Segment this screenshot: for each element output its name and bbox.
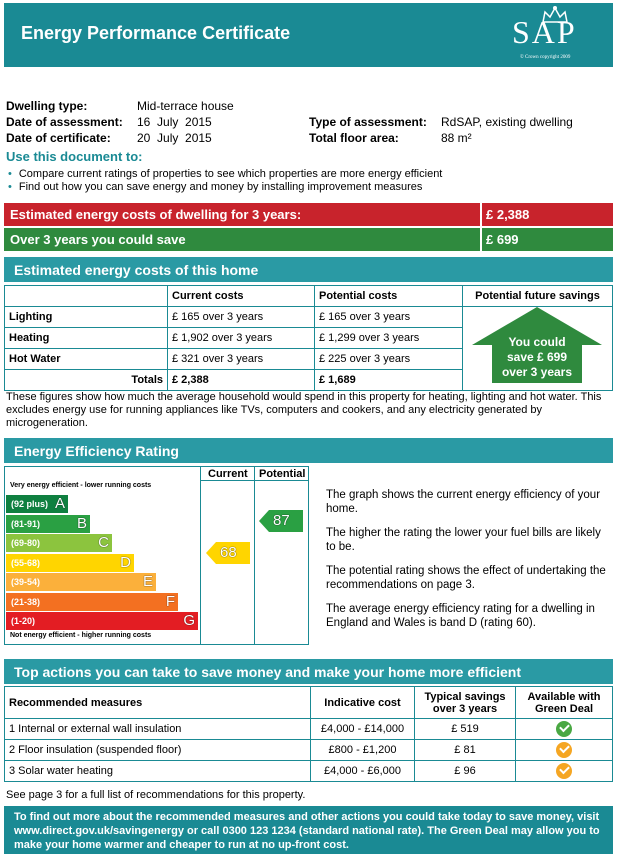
- band-letter: A: [54, 495, 65, 512]
- floor-area-label: Total floor area:: [309, 131, 399, 145]
- assessment-type-value: RdSAP, existing dwelling: [441, 115, 573, 129]
- row-name: Hot Water: [5, 349, 168, 370]
- rating-band-a: [6, 495, 68, 513]
- footer-line: make your home warmer and cheaper to run at no up-front cost.: [14, 839, 349, 851]
- footer-banner: [4, 806, 613, 854]
- table-row: [5, 719, 613, 740]
- green-deal-cell: [516, 761, 613, 782]
- rating-desc-para: The average energy efficiency rating for a dwelling in England and Wales is band D (rating 60).: [326, 603, 595, 629]
- table-header: Current costs: [168, 286, 315, 307]
- indicative-cost: £4,000 - £14,000: [311, 719, 415, 740]
- copyright: © Crown copyright 2009: [520, 55, 571, 60]
- potential-column-label: Potential: [259, 468, 306, 480]
- top-efficiency-text: Very energy efficient - lower running costs: [10, 482, 152, 489]
- band-letter: F: [165, 592, 175, 610]
- typical-saving: £ 81: [415, 740, 516, 761]
- band-range: (39-54): [11, 577, 41, 587]
- band-letter: B: [76, 514, 87, 532]
- actions-section-header: [4, 659, 613, 684]
- estimated-cost-value: £ 2,388: [486, 207, 530, 222]
- current-rating-value: 68: [220, 544, 237, 561]
- indicative-cost: £4,000 - £6,000: [311, 761, 415, 782]
- divider: [200, 466, 201, 645]
- potential-rating-value: 87: [273, 512, 290, 529]
- actions-section-title: Top actions you can take to save money and make your home more efficient: [14, 664, 521, 680]
- green-deal-cell: [516, 740, 613, 761]
- band-range: (92 plus): [11, 499, 49, 509]
- savings-arrow-line: save £ 699: [506, 350, 568, 364]
- potential-cost: £ 225 over 3 years: [315, 349, 463, 370]
- measure: 2 Floor insulation (suspended floor): [5, 740, 311, 761]
- total-current: £ 2,388: [168, 370, 315, 391]
- use-document-item: • Compare current ratings of properties to see which properties are more energy efficient: [8, 168, 442, 180]
- green-deal-cell: [516, 719, 613, 740]
- savings-bar: [4, 228, 613, 251]
- band-range: (21-38): [11, 596, 41, 607]
- assessment-date-label: Date of assessment:: [6, 115, 123, 129]
- divider: [200, 480, 309, 481]
- band-range: (55-68): [11, 557, 41, 568]
- certificate-date-label: Date of certificate:: [6, 131, 111, 145]
- total-potential: £ 1,689: [315, 370, 463, 391]
- use-document-title: Use this document to:: [6, 149, 143, 164]
- current-cost: £ 321 over 3 years: [168, 349, 315, 370]
- table-row: [5, 740, 613, 761]
- table-header: Recommended measures: [5, 687, 311, 719]
- rating-band-b: [6, 515, 90, 533]
- assessment-type-label: Type of assessment:: [309, 115, 427, 129]
- rating-band-c: [6, 534, 112, 552]
- rating-section-title: Energy Efficiency Rating: [14, 443, 179, 459]
- band-letter: C: [98, 534, 109, 551]
- rating-band-e: [6, 573, 156, 591]
- savings-label: Over 3 years you could save: [10, 232, 186, 247]
- savings-value: £ 699: [486, 232, 519, 247]
- footer-line: To find out more about the recommended measures and other actions you could take today to save money, visit: [14, 811, 600, 823]
- band-letter: E: [142, 573, 153, 590]
- costs-section-header: [4, 257, 613, 282]
- row-name: Lighting: [5, 307, 168, 328]
- check-icon: [556, 742, 572, 758]
- use-document-item: • Find out how you can save energy and money by installing improvement measures: [8, 181, 422, 193]
- table-header: Potential costs: [315, 286, 463, 307]
- check-icon: [556, 763, 572, 779]
- band-range: (81-91): [11, 518, 41, 529]
- current-cost: £ 1,902 over 3 years: [168, 328, 315, 349]
- potential-cost: £ 165 over 3 years: [315, 307, 463, 328]
- table-header-row: [5, 687, 613, 719]
- totals-label: Totals: [5, 370, 168, 391]
- savings-arrow-line: You could: [508, 335, 566, 349]
- floor-area-value: 88 m²: [441, 131, 472, 145]
- row-name: Heating: [5, 328, 168, 349]
- table-header: Typical savings over 3 years: [415, 687, 516, 719]
- band-letter: D: [120, 553, 131, 571]
- savings-arrow-line: over 3 years: [501, 365, 573, 379]
- rating-desc-para: The graph shows the current energy efficiency of your home.: [326, 489, 601, 515]
- table-header: Indicative cost: [311, 687, 415, 719]
- rating-desc-para: The higher the rating the lower your fuel bills are likely to be.: [326, 527, 601, 553]
- assessment-date-value: 16 July 2015: [137, 115, 212, 129]
- page-title: Energy Performance Certificate: [21, 23, 291, 43]
- potential-cost: £ 1,299 over 3 years: [315, 328, 463, 349]
- dwelling-type-label: Dwelling type:: [6, 99, 88, 113]
- savings-arrow-text: [492, 335, 582, 380]
- typical-saving: £ 519: [415, 719, 516, 740]
- rating-band-d: [6, 554, 134, 572]
- rating-band-f: [6, 593, 178, 611]
- table-row: [5, 761, 613, 782]
- rating-section-header: [4, 438, 613, 463]
- rating-band-g: [6, 612, 198, 630]
- footer-line: www.direct.gov.uk/savingenergy or call 0300 123 1234 (standard national rate). The Green Deal may allow you to: [14, 825, 600, 837]
- current-column-label: Current: [208, 468, 248, 480]
- estimated-cost-bar: [4, 203, 613, 226]
- table-header-row: [5, 286, 613, 307]
- costs-note: These figures show how much the average household would spend in this property for heating, lighting and hot water. This excludes energy use for running appliances like TVs, computers and cookers, and any electricity generated by microgeneration.: [6, 391, 602, 429]
- dwelling-type-value: Mid-terrace house: [137, 99, 234, 113]
- divider: [254, 466, 255, 645]
- measure: 3 Solar water heating: [5, 761, 311, 782]
- indicative-cost: £800 - £1,200: [311, 740, 415, 761]
- estimated-cost-label: Estimated energy costs of dwelling for 3 years:: [10, 207, 302, 222]
- band-range: (1-20): [11, 616, 36, 626]
- certificate-date-value: 20 July 2015: [137, 131, 212, 145]
- typical-saving: £ 96: [415, 761, 516, 782]
- rating-desc-para: The potential rating shows the effect of undertaking the recommendations on page 3.: [326, 565, 606, 591]
- band-range: (69-80): [11, 538, 41, 548]
- band-letter: G: [183, 612, 195, 629]
- table-header: Available with Green Deal: [516, 687, 613, 719]
- bottom-efficiency-text: Not energy efficient - higher running costs: [10, 632, 152, 639]
- check-icon: [556, 721, 572, 737]
- measure: 1 Internal or external wall insulation: [5, 719, 311, 740]
- costs-section-title: Estimated energy costs of this home: [14, 262, 259, 278]
- table-header: [5, 286, 168, 307]
- sap-logo: SAP: [512, 14, 577, 50]
- actions-note: See page 3 for a full list of recommendations for this property.: [6, 789, 306, 801]
- current-cost: £ 165 over 3 years: [168, 307, 315, 328]
- rating-description: [326, 488, 611, 630]
- table-header: Potential future savings: [463, 286, 613, 307]
- actions-table: [4, 686, 613, 782]
